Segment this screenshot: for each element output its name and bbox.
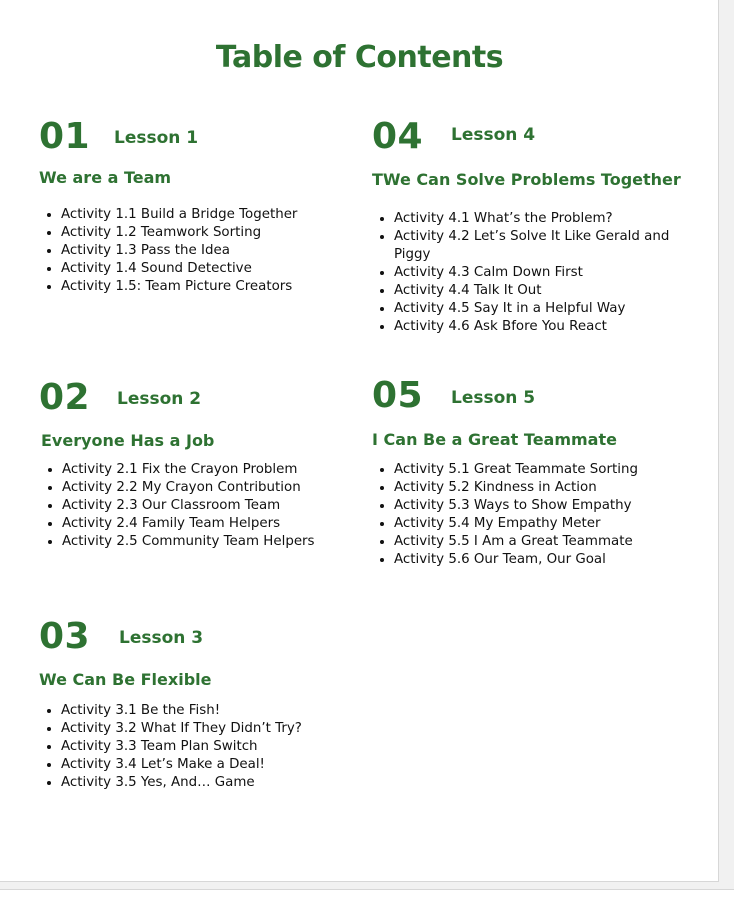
lesson-subtitle: We Can Be Flexible bbox=[39, 670, 212, 689]
lesson-label: Lesson 2 bbox=[117, 389, 202, 409]
lesson-label: Lesson 5 bbox=[451, 388, 536, 408]
activity-item: • Activity 5.2 Kindness in Action bbox=[394, 479, 638, 497]
activity-list bbox=[372, 210, 694, 336]
activity-item: • Activity 4.4 Talk It Out bbox=[394, 282, 694, 300]
lesson-label: Lesson 1 bbox=[114, 128, 199, 148]
lesson-subtitle: I Can Be a Great Teammate bbox=[372, 430, 617, 449]
activity-list bbox=[372, 461, 638, 569]
activity-item: • Activity 5.6 Our Team, Our Goal bbox=[394, 551, 638, 569]
activity-item: • Activity 4.3 Calm Down First bbox=[394, 264, 694, 282]
lesson-number: 01 bbox=[39, 116, 91, 157]
activity-item: • Activity 2.5 Community Team Helpers bbox=[62, 533, 315, 551]
lesson-1-section bbox=[39, 117, 339, 317]
lesson-subtitle: We are a Team bbox=[39, 168, 172, 187]
page-title: Table of Contents bbox=[215, 40, 504, 75]
activity-item: • Activity 1.5: Team Picture Creators bbox=[61, 278, 297, 296]
activity-item: • Activity 2.2 My Crayon Contribution bbox=[62, 479, 315, 497]
activity-list bbox=[40, 461, 315, 551]
activity-item: • Activity 4.1 What’s the Problem? bbox=[394, 210, 694, 228]
activity-list bbox=[39, 206, 297, 296]
activity-item: • Activity 4.2 Let’s Solve It Like Gerald and Piggy bbox=[394, 228, 694, 264]
activity-item: • Activity 1.3 Pass the Idea bbox=[61, 242, 297, 260]
activity-item: • Activity 4.6 Ask Bfore You React bbox=[394, 318, 694, 336]
lesson-subtitle: TWe Can Solve Problems Together bbox=[372, 170, 681, 189]
activity-item: • Activity 2.3 Our Classroom Team bbox=[62, 497, 315, 515]
activity-item: • Activity 5.5 I Am a Great Teammate bbox=[394, 533, 638, 551]
activity-item: • Activity 2.4 Family Team Helpers bbox=[62, 515, 315, 533]
lesson-number: 03 bbox=[39, 616, 91, 657]
activity-item: • Activity 1.1 Build a Bridge Together bbox=[61, 206, 297, 224]
lesson-4-section bbox=[372, 117, 702, 357]
lesson-number: 05 bbox=[372, 375, 424, 416]
activity-item: • Activity 4.5 Say It in a Helpful Way bbox=[394, 300, 694, 318]
activity-item: • Activity 3.4 Let’s Make a Deal! bbox=[61, 756, 302, 774]
activity-item: • Activity 3.1 Be the Fish! bbox=[61, 702, 302, 720]
activity-list bbox=[39, 702, 302, 792]
lesson-subtitle: Everyone Has a Job bbox=[41, 431, 215, 450]
lesson-5-section bbox=[372, 376, 702, 596]
activity-item: • Activity 2.1 Fix the Crayon Problem bbox=[62, 461, 315, 479]
activity-item: • Activity 3.3 Team Plan Switch bbox=[61, 738, 302, 756]
activity-item: • Activity 3.5 Yes, And… Game bbox=[61, 774, 302, 792]
lesson-3-section bbox=[39, 617, 339, 817]
lesson-label: Lesson 3 bbox=[119, 628, 204, 648]
activity-item: • Activity 1.2 Teamwork Sorting bbox=[61, 224, 297, 242]
activity-item: • Activity 3.2 What If They Didn’t Try? bbox=[61, 720, 302, 738]
lesson-number: 02 bbox=[39, 377, 91, 418]
activity-item: • Activity 1.4 Sound Detective bbox=[61, 260, 297, 278]
lesson-label: Lesson 4 bbox=[451, 125, 536, 145]
lesson-2-section bbox=[39, 378, 339, 578]
activity-item: • Activity 5.1 Great Teammate Sorting bbox=[394, 461, 638, 479]
lesson-number: 04 bbox=[372, 116, 424, 157]
activity-item: • Activity 5.4 My Empathy Meter bbox=[394, 515, 638, 533]
activity-item: • Activity 5.3 Ways to Show Empathy bbox=[394, 497, 638, 515]
